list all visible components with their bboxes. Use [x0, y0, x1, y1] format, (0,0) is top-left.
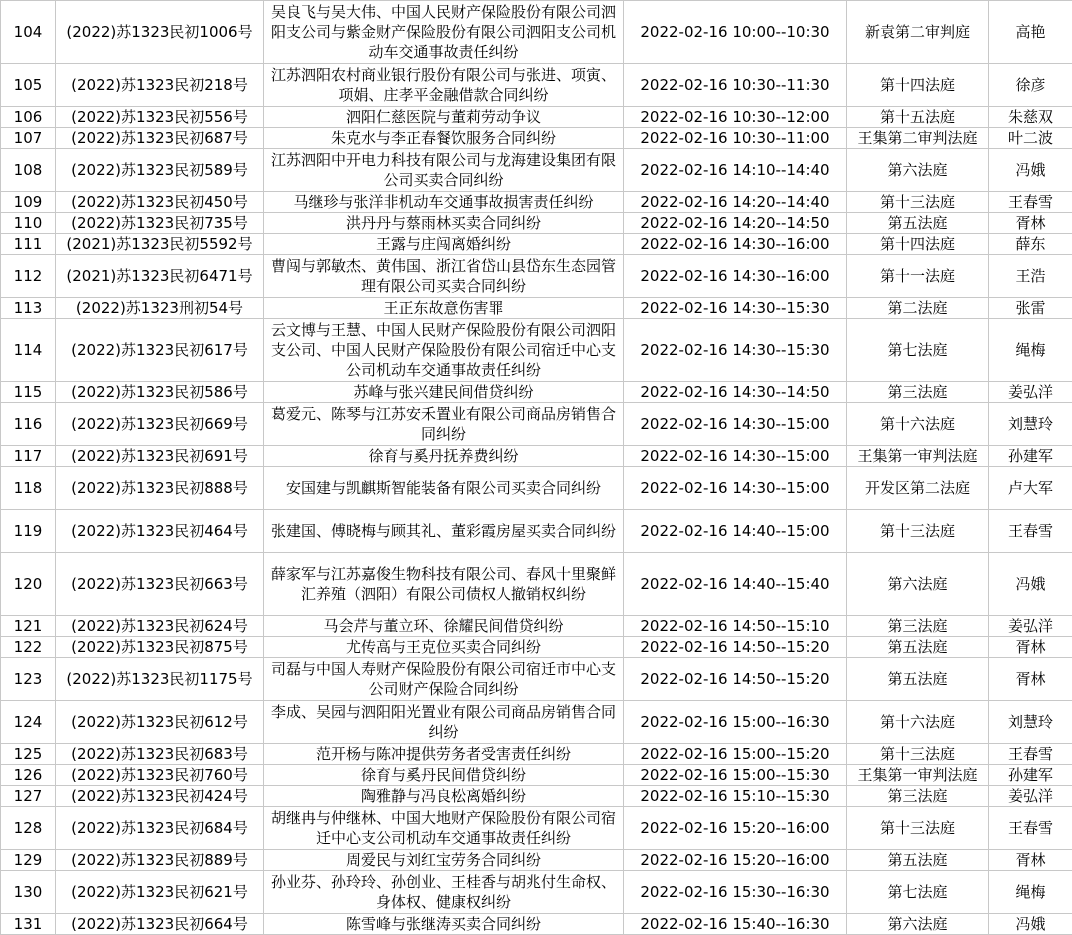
row-number: 106 — [1, 107, 56, 128]
row-number: 109 — [1, 192, 56, 213]
judge-name: 姜弘洋 — [989, 786, 1072, 807]
judge-name: 王春雪 — [989, 510, 1072, 553]
row-number: 114 — [1, 319, 56, 382]
row-number: 129 — [1, 850, 56, 871]
case-number: (2022)苏1323民初621号 — [56, 871, 264, 914]
case-title: 陈雪峰与张继涛买卖合同纠纷 — [264, 914, 624, 935]
hearing-time: 2022-02-16 14:50--15:20 — [624, 658, 847, 701]
table-row — [1, 319, 1072, 382]
courtroom: 第十四法庭 — [847, 64, 989, 107]
hearing-time: 2022-02-16 14:50--15:20 — [624, 637, 847, 658]
table-row — [1, 1, 1072, 64]
case-title: 范开杨与陈冲提供劳务者受害责任纠纷 — [264, 744, 624, 765]
row-number: 124 — [1, 701, 56, 744]
row-number: 120 — [1, 553, 56, 616]
courtroom: 新袁第二审判庭 — [847, 1, 989, 64]
courtroom: 第五法庭 — [847, 850, 989, 871]
table-row — [1, 403, 1072, 446]
courtroom: 王集第二审判法庭 — [847, 128, 989, 149]
hearing-time: 2022-02-16 14:40--15:00 — [624, 510, 847, 553]
case-title: 吴良飞与吴大伟、中国人民财产保险股份有限公司泗阳支公司与紫金财产保险股份有限公司泗阳支公司机动车交通事故责任纠纷 — [264, 1, 624, 64]
row-number: 112 — [1, 255, 56, 298]
table-row — [1, 213, 1072, 234]
table-row — [1, 192, 1072, 213]
courtroom: 第十三法庭 — [847, 807, 989, 850]
hearing-time: 2022-02-16 15:00--15:30 — [624, 765, 847, 786]
table-row — [1, 850, 1072, 871]
row-number: 108 — [1, 149, 56, 192]
hearing-time: 2022-02-16 10:30--11:30 — [624, 64, 847, 107]
table-row — [1, 616, 1072, 637]
hearing-time: 2022-02-16 14:30--15:00 — [624, 467, 847, 510]
row-number: 105 — [1, 64, 56, 107]
table-body — [1, 1, 1072, 935]
table-row — [1, 64, 1072, 107]
case-number: (2022)苏1323民初875号 — [56, 637, 264, 658]
judge-name: 绳梅 — [989, 319, 1072, 382]
courtroom: 第十五法庭 — [847, 107, 989, 128]
case-number: (2021)苏1323民初6471号 — [56, 255, 264, 298]
case-title: 江苏泗阳农村商业银行股份有限公司与张进、项寅、项娟、庄孝平金融借款合同纠纷 — [264, 64, 624, 107]
courtroom: 第三法庭 — [847, 382, 989, 403]
case-title: 周爱民与刘红宝劳务合同纠纷 — [264, 850, 624, 871]
case-number: (2022)苏1323民初663号 — [56, 553, 264, 616]
courtroom: 第六法庭 — [847, 553, 989, 616]
judge-name: 卢大军 — [989, 467, 1072, 510]
hearing-time: 2022-02-16 15:00--15:20 — [624, 744, 847, 765]
table-row — [1, 871, 1072, 914]
case-title: 云文博与王慧、中国人民财产保险股份有限公司泗阳支公司、中国人民财产保险股份有限公司宿迁中心支公司机动车交通事故责任纠纷 — [264, 319, 624, 382]
courtroom: 第六法庭 — [847, 149, 989, 192]
hearing-time: 2022-02-16 10:30--12:00 — [624, 107, 847, 128]
case-number: (2022)苏1323民初684号 — [56, 807, 264, 850]
row-number: 118 — [1, 467, 56, 510]
hearing-time: 2022-02-16 10:30--11:00 — [624, 128, 847, 149]
hearing-time: 2022-02-16 14:30--16:00 — [624, 234, 847, 255]
hearing-time: 2022-02-16 14:30--15:30 — [624, 298, 847, 319]
courtroom: 第五法庭 — [847, 658, 989, 701]
courtroom: 第三法庭 — [847, 786, 989, 807]
row-number: 119 — [1, 510, 56, 553]
hearing-time: 2022-02-16 14:30--15:00 — [624, 403, 847, 446]
table-row — [1, 255, 1072, 298]
case-title: 李成、吴园与泗阳阳光置业有限公司商品房销售合同纠纷 — [264, 701, 624, 744]
judge-name: 胥林 — [989, 637, 1072, 658]
hearing-time: 2022-02-16 14:30--15:30 — [624, 319, 847, 382]
table-row — [1, 807, 1072, 850]
case-number: (2022)苏1323民初589号 — [56, 149, 264, 192]
case-number: (2022)苏1323民初450号 — [56, 192, 264, 213]
courtroom: 第十六法庭 — [847, 403, 989, 446]
judge-name: 王春雪 — [989, 192, 1072, 213]
case-title: 司磊与中国人寿财产保险股份有限公司宿迁市中心支公司财产保险合同纠纷 — [264, 658, 624, 701]
table-row — [1, 553, 1072, 616]
judge-name: 刘慧玲 — [989, 701, 1072, 744]
judge-name: 冯娥 — [989, 553, 1072, 616]
judge-name: 朱慈双 — [989, 107, 1072, 128]
judge-name: 绳梅 — [989, 871, 1072, 914]
table-row — [1, 382, 1072, 403]
hearing-time: 2022-02-16 15:20--16:00 — [624, 807, 847, 850]
case-number: (2022)苏1323民初691号 — [56, 446, 264, 467]
table-row — [1, 298, 1072, 319]
row-number: 116 — [1, 403, 56, 446]
courtroom: 第十三法庭 — [847, 744, 989, 765]
case-number: (2022)苏1323民初218号 — [56, 64, 264, 107]
courtroom: 第七法庭 — [847, 319, 989, 382]
judge-name: 高艳 — [989, 1, 1072, 64]
courtroom: 第三法庭 — [847, 616, 989, 637]
row-number: 127 — [1, 786, 56, 807]
case-title: 马会芹与董立环、徐耀民间借贷纠纷 — [264, 616, 624, 637]
case-title: 胡继冉与仲继林、中国大地财产保险股份有限公司宿迁中心支公司机动车交通事故责任纠纷 — [264, 807, 624, 850]
case-number: (2022)苏1323民初669号 — [56, 403, 264, 446]
case-title: 曹闯与郭敏杰、黄伟国、浙江省岱山县岱东生态园管理有限公司买卖合同纠纷 — [264, 255, 624, 298]
case-title: 孙业芬、孙玲玲、孙创业、王桂香与胡兆付生命权、身体权、健康权纠纷 — [264, 871, 624, 914]
row-number: 115 — [1, 382, 56, 403]
hearing-time: 2022-02-16 14:20--14:50 — [624, 213, 847, 234]
case-number: (2022)苏1323民初1006号 — [56, 1, 264, 64]
row-number: 131 — [1, 914, 56, 935]
hearing-time: 2022-02-16 15:00--16:30 — [624, 701, 847, 744]
judge-name: 姜弘洋 — [989, 616, 1072, 637]
row-number: 117 — [1, 446, 56, 467]
row-number: 111 — [1, 234, 56, 255]
case-number: (2022)苏1323民初888号 — [56, 467, 264, 510]
table-row — [1, 149, 1072, 192]
case-title: 江苏泗阳中开电力科技有限公司与龙海建设集团有限公司买卖合同纠纷 — [264, 149, 624, 192]
hearing-time: 2022-02-16 14:30--14:50 — [624, 382, 847, 403]
case-number: (2022)苏1323民初617号 — [56, 319, 264, 382]
hearing-time: 2022-02-16 14:20--14:40 — [624, 192, 847, 213]
case-title: 安国建与凯麒斯智能装备有限公司买卖合同纠纷 — [264, 467, 624, 510]
case-number: (2022)苏1323民初683号 — [56, 744, 264, 765]
courtroom: 第十四法庭 — [847, 234, 989, 255]
case-number: (2022)苏1323民初586号 — [56, 382, 264, 403]
courtroom: 第五法庭 — [847, 213, 989, 234]
courtroom: 第十六法庭 — [847, 701, 989, 744]
hearing-time: 2022-02-16 14:10--14:40 — [624, 149, 847, 192]
row-number: 130 — [1, 871, 56, 914]
case-title: 马继珍与张洋非机动车交通事故损害责任纠纷 — [264, 192, 624, 213]
judge-name: 胥林 — [989, 213, 1072, 234]
table-row — [1, 446, 1072, 467]
case-number: (2022)苏1323民初612号 — [56, 701, 264, 744]
judge-name: 张雷 — [989, 298, 1072, 319]
judge-name: 冯娥 — [989, 149, 1072, 192]
hearing-time: 2022-02-16 10:00--10:30 — [624, 1, 847, 64]
judge-name: 刘慧玲 — [989, 403, 1072, 446]
case-title: 徐育与奚丹民间借贷纠纷 — [264, 765, 624, 786]
row-number: 123 — [1, 658, 56, 701]
courtroom: 第六法庭 — [847, 914, 989, 935]
case-number: (2022)苏1323民初624号 — [56, 616, 264, 637]
judge-name: 胥林 — [989, 658, 1072, 701]
case-number: (2022)苏1323民初687号 — [56, 128, 264, 149]
table-row — [1, 765, 1072, 786]
judge-name: 孙建军 — [989, 765, 1072, 786]
case-title: 张建国、傅晓梅与顾其礼、董彩霞房屋买卖合同纠纷 — [264, 510, 624, 553]
table-row — [1, 786, 1072, 807]
case-title: 苏峰与张兴建民间借贷纠纷 — [264, 382, 624, 403]
judge-name: 叶二波 — [989, 128, 1072, 149]
judge-name: 徐彦 — [989, 64, 1072, 107]
table-row — [1, 510, 1072, 553]
judge-name: 孙建军 — [989, 446, 1072, 467]
case-number: (2022)苏1323民初735号 — [56, 213, 264, 234]
case-title: 徐育与奚丹抚养费纠纷 — [264, 446, 624, 467]
row-number: 128 — [1, 807, 56, 850]
hearing-time: 2022-02-16 15:40--16:30 — [624, 914, 847, 935]
hearing-time: 2022-02-16 14:30--16:00 — [624, 255, 847, 298]
courtroom: 王集第一审判法庭 — [847, 765, 989, 786]
row-number: 107 — [1, 128, 56, 149]
case-title: 葛爱元、陈琴与江苏安禾置业有限公司商品房销售合同纠纷 — [264, 403, 624, 446]
hearing-time: 2022-02-16 15:10--15:30 — [624, 786, 847, 807]
case-title: 王正东故意伤害罪 — [264, 298, 624, 319]
case-title: 朱克水与李正春餐饮服务合同纠纷 — [264, 128, 624, 149]
table-row — [1, 128, 1072, 149]
table-row — [1, 467, 1072, 510]
table-row — [1, 107, 1072, 128]
courtroom: 第十三法庭 — [847, 192, 989, 213]
judge-name: 王春雪 — [989, 744, 1072, 765]
case-title: 洪丹丹与蔡雨林买卖合同纠纷 — [264, 213, 624, 234]
row-number: 113 — [1, 298, 56, 319]
judge-name: 王浩 — [989, 255, 1072, 298]
courtroom: 王集第一审判法庭 — [847, 446, 989, 467]
hearing-time: 2022-02-16 14:50--15:10 — [624, 616, 847, 637]
row-number: 104 — [1, 1, 56, 64]
case-number: (2021)苏1323民初5592号 — [56, 234, 264, 255]
table-row — [1, 658, 1072, 701]
row-number: 110 — [1, 213, 56, 234]
table-row — [1, 637, 1072, 658]
judge-name: 胥林 — [989, 850, 1072, 871]
judge-name: 薛东 — [989, 234, 1072, 255]
judge-name: 冯娥 — [989, 914, 1072, 935]
row-number: 125 — [1, 744, 56, 765]
case-title: 泗阳仁慈医院与董莉劳动争议 — [264, 107, 624, 128]
judge-name: 王春雪 — [989, 807, 1072, 850]
hearing-time: 2022-02-16 14:40--15:40 — [624, 553, 847, 616]
table-row — [1, 701, 1072, 744]
courtroom: 第十一法庭 — [847, 255, 989, 298]
case-title: 陶雅静与冯良松离婚纠纷 — [264, 786, 624, 807]
hearing-time: 2022-02-16 14:30--15:00 — [624, 446, 847, 467]
courtroom: 第十三法庭 — [847, 510, 989, 553]
case-number: (2022)苏1323民初556号 — [56, 107, 264, 128]
case-number: (2022)苏1323民初889号 — [56, 850, 264, 871]
courtroom: 第五法庭 — [847, 637, 989, 658]
case-number: (2022)苏1323民初760号 — [56, 765, 264, 786]
courtroom: 开发区第二法庭 — [847, 467, 989, 510]
case-title: 尤传高与王克位买卖合同纠纷 — [264, 637, 624, 658]
table-row — [1, 914, 1072, 935]
case-number: (2022)苏1323民初664号 — [56, 914, 264, 935]
hearing-time: 2022-02-16 15:20--16:00 — [624, 850, 847, 871]
courtroom: 第七法庭 — [847, 871, 989, 914]
row-number: 122 — [1, 637, 56, 658]
table-row — [1, 744, 1072, 765]
courtroom: 第二法庭 — [847, 298, 989, 319]
case-number: (2022)苏1323民初1175号 — [56, 658, 264, 701]
case-number: (2022)苏1323刑初54号 — [56, 298, 264, 319]
table-row — [1, 234, 1072, 255]
case-number: (2022)苏1323民初464号 — [56, 510, 264, 553]
case-title: 薛家军与江苏嘉俊生物科技有限公司、春风十里聚鲜汇养殖（泗阳）有限公司债权人撤销权纠纷 — [264, 553, 624, 616]
case-number: (2022)苏1323民初424号 — [56, 786, 264, 807]
row-number: 121 — [1, 616, 56, 637]
row-number: 126 — [1, 765, 56, 786]
judge-name: 姜弘洋 — [989, 382, 1072, 403]
case-title: 王露与庄闯离婚纠纷 — [264, 234, 624, 255]
hearing-time: 2022-02-16 15:30--16:30 — [624, 871, 847, 914]
